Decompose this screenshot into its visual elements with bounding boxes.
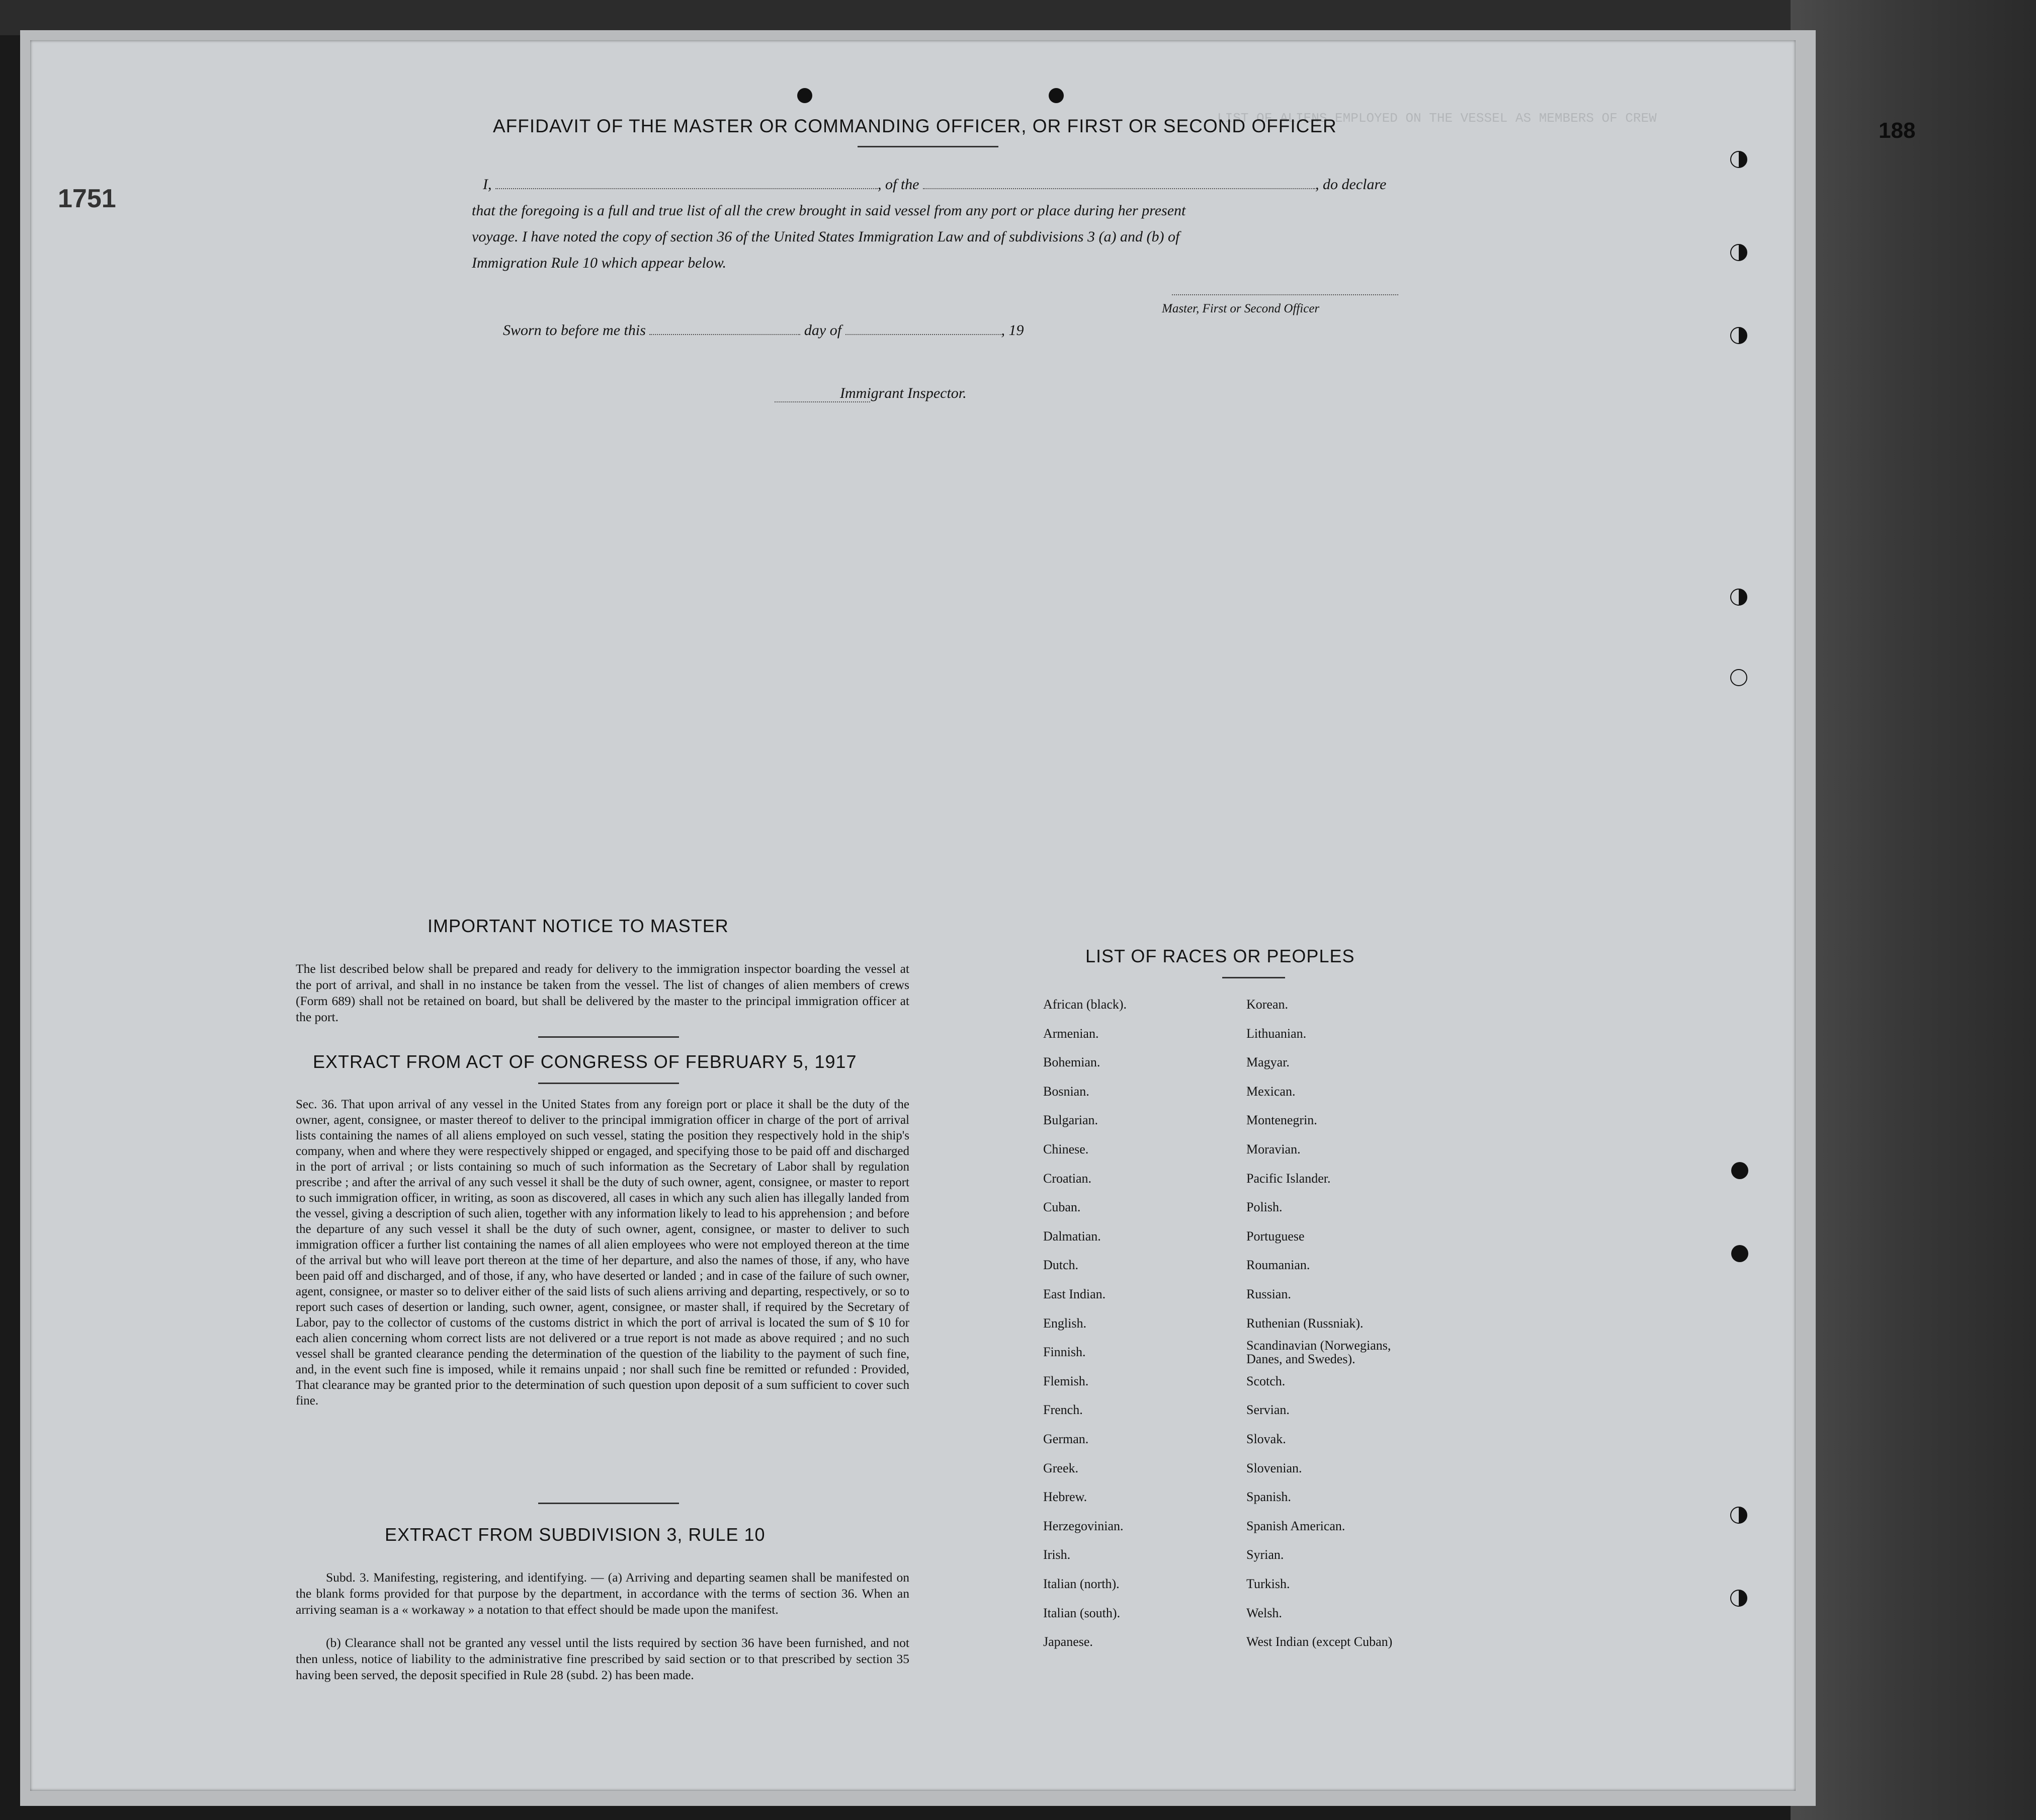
race-item: Scandinavian (Norwegians, Danes, and Swedes). [1246, 1338, 1391, 1367]
race-item: Syrian. [1246, 1547, 1284, 1562]
notice-rule [538, 1036, 679, 1038]
punch-hole-3 [1730, 327, 1747, 344]
race-item: Ruthenian (Russniak). [1246, 1315, 1364, 1331]
race-item: Croatian. [1043, 1171, 1092, 1186]
race-item: Finnish. [1043, 1345, 1086, 1360]
race-item: Slovak. [1246, 1432, 1286, 1446]
race-item: Moravian. [1246, 1142, 1301, 1156]
sworn-line [503, 322, 1024, 339]
binding-hole-top-right [1049, 88, 1064, 103]
binding-hole-top-left [797, 88, 812, 103]
punch-hole-2 [1730, 244, 1747, 261]
races-left-column [1043, 997, 1234, 1701]
extract-act-underline [538, 1083, 679, 1084]
race-item: Turkish. [1246, 1577, 1290, 1591]
notice-text: The list described below shall be prepared and ready for delivery to the immigration inspector boarding the vessel at the port of arrival, and shall in no instance be taken from the vessel. The list of changes of alien members of crews (Form 689) shall not be retained on board, but shall be delivered by the master to the principal immigration officer at the port. [296, 961, 909, 1024]
affidavit-body-2: voyage. I have noted the copy of section 36 of the United States Immigration Law and of subdivisions 3 (a) and (b) of [472, 228, 1180, 245]
scan-dark-background [1791, 0, 2036, 1820]
race-item: East Indian. [1043, 1287, 1106, 1301]
race-item: Flemish. [1043, 1373, 1089, 1388]
race-item: Italian (south). [1043, 1605, 1121, 1620]
master-signature-label: Master, First or Second Officer [1162, 302, 1320, 315]
affidavit-title-underline [858, 146, 998, 147]
race-item: Herzegovinian. [1043, 1518, 1124, 1533]
name-field[interactable] [495, 188, 878, 189]
race-item: Chinese. [1043, 1142, 1089, 1156]
extract-act-text: Sec. 36. That upon arrival of any vessel in the United States from any foreign port or place it shall be the duty of the owner, agent, consignee, or master thereof to deliver to the principal immigration officer in charge of the port of arrival lists containing the names of all aliens employed on such vessel, stating the position they respectively hold in the ship's company, when and where they were respectively shipped or engaged, and specifying those to be paid off and discharged in the port of arrival ; or lists containing so much of such information as the Secretary of Labor shall by regulation prescribe ; and after the arrival of any such vessel it shall be the duty of such owner, agent, consignee, or master to report to such immigration officer, in writing, as soon as discovered, all cases in which any such alien has illegally landed from the vessel, giving a description of such alien, together with any information likely to lead to his apprehension ; and before the departure of any such vessel it shall be the duty of such owner, agent, consignee, or master to deliver to such immigration officer a further list containing the names of all alien employees who were not employed thereon at the time of the arrival but who will leave port thereon at the time of her departure, and also the names of those, if any, who have been paid off and discharged, and of those, if any, who have deserted or landed ; and in case of the failure of such owner, agent, consignee, or master so to deliver either of the said lists of such aliens arriving and departing, respectively, or so to report such cases of desertion or landing, such owner, agent, consignee, or master shall, if required by the Secretary of Labor, pay to the collector of customs of the customs district in which the port of arrival is located the sum of $ 10 for each alien concerning whom correct lists are not delivered or a true report is not made as above required ; and no such vessel shall be granted clearance pending the determination of the question of the liability to the payment of such fine, and, in the event such fine is imposed, while it remains unpaid ; nor shall such fine be remitted or refunded : Provided, That clearance may be granted prior to the determination of such question upon deposit of a sum sufficient to cover such fine. [296, 1098, 909, 1408]
race-item: Lithuanian. [1246, 1026, 1307, 1041]
sworn-label: Sworn to before me this [503, 322, 646, 339]
affidavit-line-1 [483, 176, 1428, 193]
race-item: Mexican. [1246, 1084, 1296, 1099]
bleed-through-text: LIST OF ALIENS EMPLOYED ON THE VESSEL AS MEMBERS OF CREW [1217, 111, 1657, 126]
vessel-field[interactable] [923, 188, 1315, 189]
race-item: Slovenian. [1246, 1460, 1302, 1475]
race-item: Italian (north). [1043, 1577, 1120, 1591]
race-item: Servian. [1246, 1402, 1290, 1418]
document-page [30, 40, 1916, 1791]
race-item: Spanish. [1246, 1490, 1291, 1505]
race-item: French. [1043, 1402, 1083, 1418]
extract-act-rule [538, 1503, 679, 1504]
race-item: Welsh. [1246, 1605, 1282, 1620]
race-item: Dalmatian. [1043, 1228, 1101, 1244]
i-label: I, [483, 176, 492, 193]
race-item: Spanish American. [1246, 1518, 1345, 1533]
race-item: African (black). [1043, 997, 1127, 1012]
race-item: Hebrew. [1043, 1490, 1087, 1505]
race-item: Dutch. [1043, 1258, 1079, 1273]
affidavit-title: AFFIDAVIT OF THE MASTER OR COMMANDING OFFICER, OR FIRST OR SECOND OFFICER [493, 116, 1337, 136]
punch-hole-1 [1730, 151, 1747, 168]
sworn-day-field[interactable] [649, 334, 800, 335]
do-declare-label: , do declare [1315, 176, 1387, 193]
race-item: Roumanian. [1246, 1258, 1310, 1273]
race-item: Bulgarian. [1043, 1113, 1098, 1128]
of-the-label: , of the [878, 176, 919, 193]
race-item: Irish. [1043, 1547, 1071, 1562]
day-of-label: day of [804, 322, 842, 339]
race-item: West Indian (except Cuban) [1246, 1634, 1393, 1649]
race-item: Bosnian. [1043, 1084, 1089, 1099]
race-item: Russian. [1246, 1287, 1291, 1301]
right-margin-number: 188 [1879, 118, 1916, 143]
races-title: LIST OF RACES OR PEOPLES [1085, 946, 1355, 966]
affidavit-body-3: Immigration Rule 10 which appear below. [472, 255, 727, 271]
punch-hole-9 [1730, 1590, 1747, 1607]
punch-hole-7 [1731, 1245, 1748, 1262]
race-item: Greek. [1043, 1460, 1079, 1475]
punch-hole-8 [1730, 1507, 1747, 1524]
punch-hole-5 [1730, 669, 1747, 686]
race-item: Montenegrin. [1246, 1113, 1317, 1128]
races-right-column [1246, 997, 1458, 1701]
extract-act-title: EXTRACT FROM ACT OF CONGRESS OF FEBRUARY 5, 1917 [313, 1051, 857, 1072]
race-item: English. [1043, 1315, 1086, 1331]
race-item: Japanese. [1043, 1634, 1093, 1649]
extract-rule-subd-b: (b) Clearance shall not be granted any vessel until the lists required by section 36 have been furnished, and not then unless, notice of liability to the administrative fine prescribed by said section or to that prescribed by section 35 having been served, the deposit specified in Rule 28 (subd. 2) has been made. [296, 1635, 909, 1682]
left-margin-number: 1751 [58, 184, 116, 213]
race-item: Armenian. [1043, 1026, 1099, 1041]
race-item: Bohemian. [1043, 1055, 1100, 1070]
extract-rule-subd-a: Subd. 3. Manifesting, registering, and identifying. — (a) Arriving and departing seamen shall be manifested on the blank forms provided for that purpose by the department, in accordance with the terms of section 36. When an arriving seaman is a « workaway » a notation to that effect should be made upon the manifest. [296, 1570, 909, 1617]
race-item: Portuguese [1246, 1228, 1305, 1244]
race-item: Magyar. [1246, 1055, 1290, 1070]
inspector-label: Immigrant Inspector. [840, 385, 967, 401]
race-item: Scotch. [1246, 1373, 1286, 1388]
race-item: Cuban. [1043, 1200, 1081, 1215]
race-item: Korean. [1246, 997, 1289, 1012]
year-label: , 19 [1001, 322, 1024, 339]
race-item: Pacific Islander. [1246, 1171, 1331, 1186]
punch-hole-4 [1730, 589, 1747, 606]
affidavit-body-1: that the foregoing is a full and true list of all the crew brought in said vessel from any port or place during her present [472, 202, 1186, 219]
race-item: Polish. [1246, 1200, 1283, 1215]
race-item: German. [1043, 1432, 1089, 1446]
notice-title: IMPORTANT NOTICE TO MASTER [428, 916, 729, 936]
extract-rule-title: EXTRACT FROM SUBDIVISION 3, RULE 10 [385, 1524, 766, 1545]
punch-hole-6 [1731, 1162, 1748, 1179]
sworn-month-field[interactable] [845, 334, 1001, 335]
races-title-underline [1222, 977, 1285, 978]
master-signature-line[interactable] [1172, 294, 1398, 295]
